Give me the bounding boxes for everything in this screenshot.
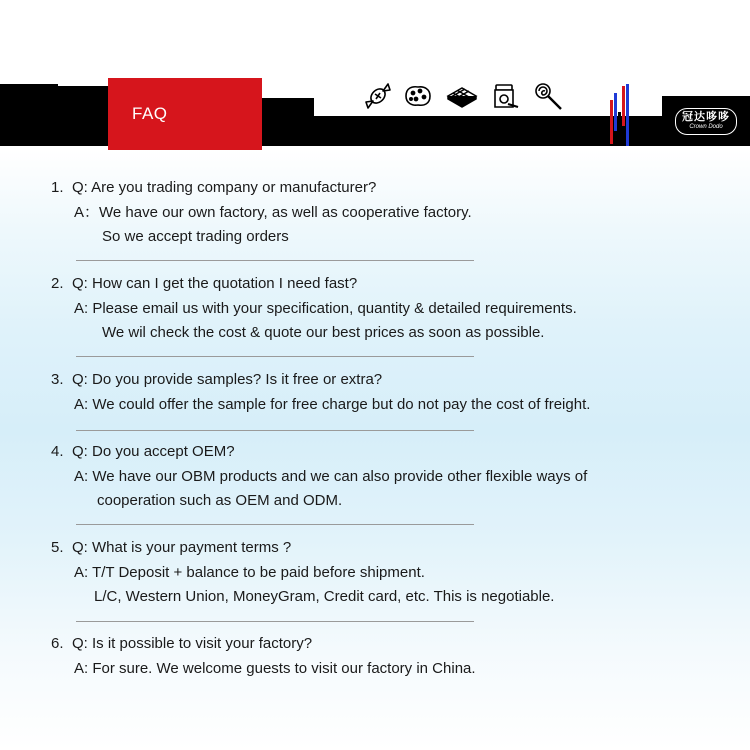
faq-answer: A: We have our OBM products and we can also provide other flexible ways of — [74, 468, 588, 485]
faq-divider — [76, 356, 474, 357]
faq-number: 3. — [51, 371, 64, 388]
faq-answer: A：We have our own factory, as well as cooperative factory. — [74, 204, 472, 221]
faq-answer: A: For sure. We welcome guests to visit our factory in China. — [74, 660, 476, 677]
faq-number: 4. — [51, 443, 64, 460]
faq-question: Q: Do you accept OEM? — [72, 443, 235, 460]
faq-number: 2. — [51, 275, 64, 292]
faq-divider — [76, 621, 474, 622]
brand-logo-en: Crown Dodo — [689, 123, 723, 130]
faq-answer: A: We could offer the sample for free charge but do not pay the cost of freight. — [74, 396, 591, 413]
faq-number: 6. — [51, 635, 64, 652]
faq-question: Q: Are you trading company or manufacturer? — [72, 179, 377, 196]
faq-number: 1. — [51, 179, 64, 196]
faq-number: 5. — [51, 539, 64, 556]
faq-answer: A: T/T Deposit + balance to be paid before shipment. — [74, 564, 425, 581]
faq-question: Q: Is it possible to visit your factory? — [72, 635, 313, 652]
faq-divider — [76, 524, 474, 525]
faq-tab-label: FAQ — [132, 104, 168, 123]
faq-divider — [76, 260, 474, 261]
faq-answer: So we accept trading orders — [102, 228, 289, 245]
faq-answer: We wil check the cost & quote our best prices as soon as possible. — [102, 324, 545, 341]
faq-answer: A: Please email us with your specification, quantity & detailed requirements. — [74, 300, 577, 317]
faq-answer: L/C, Western Union, MoneyGram, Credit card, etc. This is negotiable. — [94, 588, 555, 605]
brand-logo-cn: 冠达哆哆 — [682, 110, 730, 123]
faq-divider — [76, 430, 474, 431]
faq-question: Q: What is your payment terms ? — [72, 539, 292, 556]
faq-answer: cooperation such as OEM and ODM. — [97, 492, 343, 509]
faq-question: Q: Do you provide samples? Is it free or extra? — [72, 371, 383, 388]
faq-question: Q: How can I get the quotation I need fast? — [72, 275, 358, 292]
